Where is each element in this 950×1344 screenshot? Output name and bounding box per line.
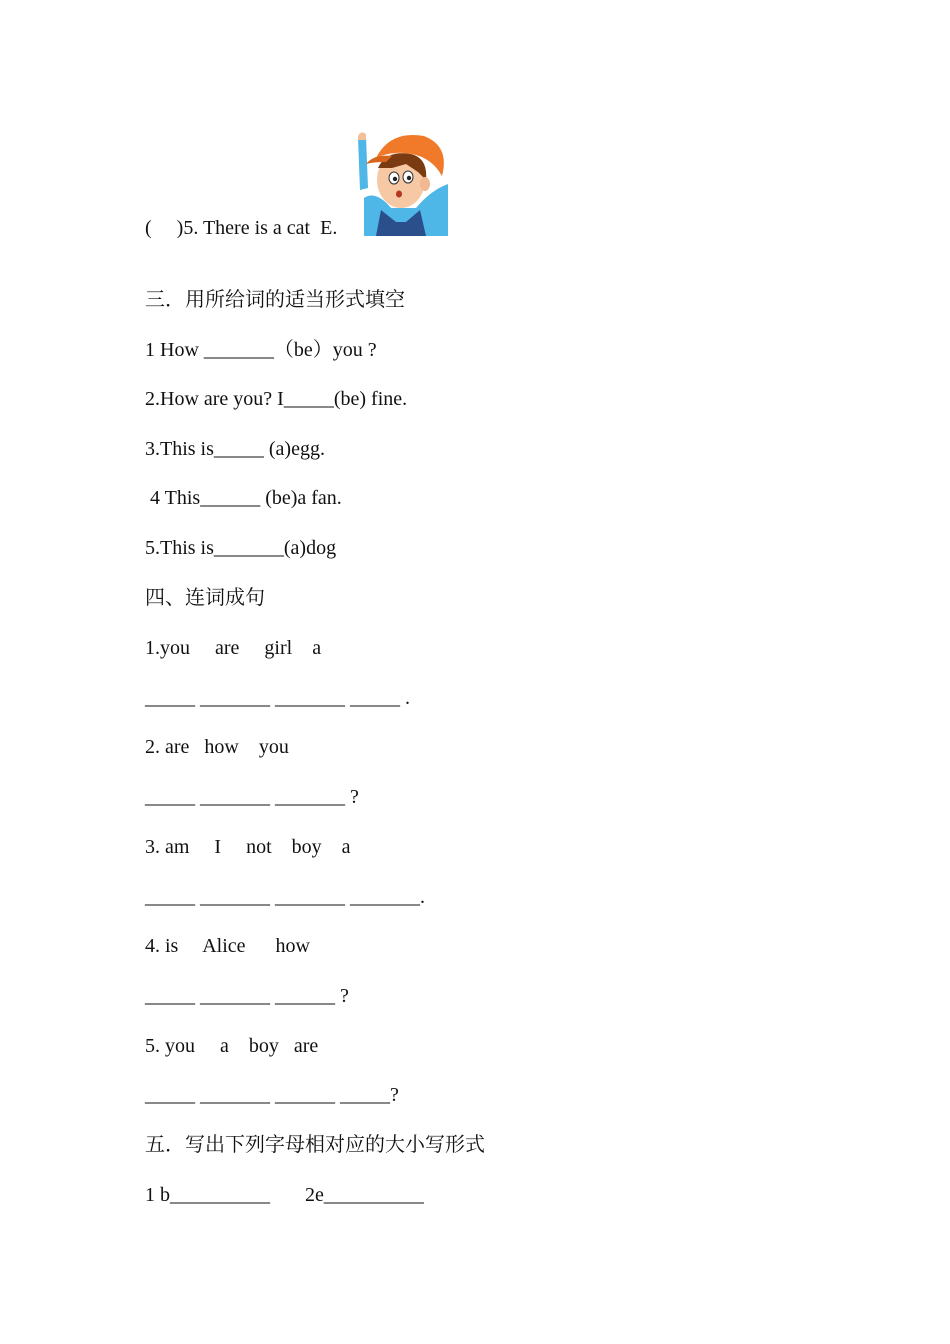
section-3-heading: 三．用所给词的适当形式填空 bbox=[145, 289, 405, 311]
section-5-heading: 五．写出下列字母相对应的大小写形式 bbox=[145, 1134, 485, 1156]
section-4-item-3-answer: _____ _______ _______ _______. bbox=[145, 886, 425, 908]
section-4-item-5-words: 5. you a boy are bbox=[145, 1035, 319, 1057]
section-4-item-4-words: 4. is Alice how bbox=[145, 935, 310, 957]
section-5-items: 1 b__________ 2e__________ bbox=[145, 1184, 424, 1206]
section-4-item-1-words: 1.you are girl a bbox=[145, 637, 322, 659]
section-3-item-1: 1 How _______（be）you ? bbox=[145, 339, 377, 361]
section-4-item-3-words: 3. am I not boy a bbox=[145, 836, 351, 858]
section-4-heading: 四、连词成句 bbox=[145, 587, 265, 609]
section-4-item-1-answer: _____ _______ _______ _____ . bbox=[145, 687, 410, 709]
section-4-item-4-answer: _____ _______ ______ ? bbox=[145, 985, 349, 1007]
section-3-item-3: 3.This is_____ (a)egg. bbox=[145, 438, 325, 460]
cartoon-boy-icon bbox=[356, 128, 450, 236]
section-4-item-2-answer: _____ _______ _______ ? bbox=[145, 786, 359, 808]
section-4-item-2-words: 2. are how you bbox=[145, 736, 289, 758]
section-3-item-2: 2.How are you? I_____(be) fine. bbox=[145, 388, 408, 410]
section-4-item-5-answer: _____ _______ ______ _____? bbox=[145, 1084, 399, 1106]
question-5: ( )5. There is a cat E. bbox=[145, 217, 338, 239]
section-3-item-4: 4 This______ (be)a fan. bbox=[145, 487, 342, 509]
section-3-item-5: 5.This is_______(a)dog bbox=[145, 537, 337, 559]
